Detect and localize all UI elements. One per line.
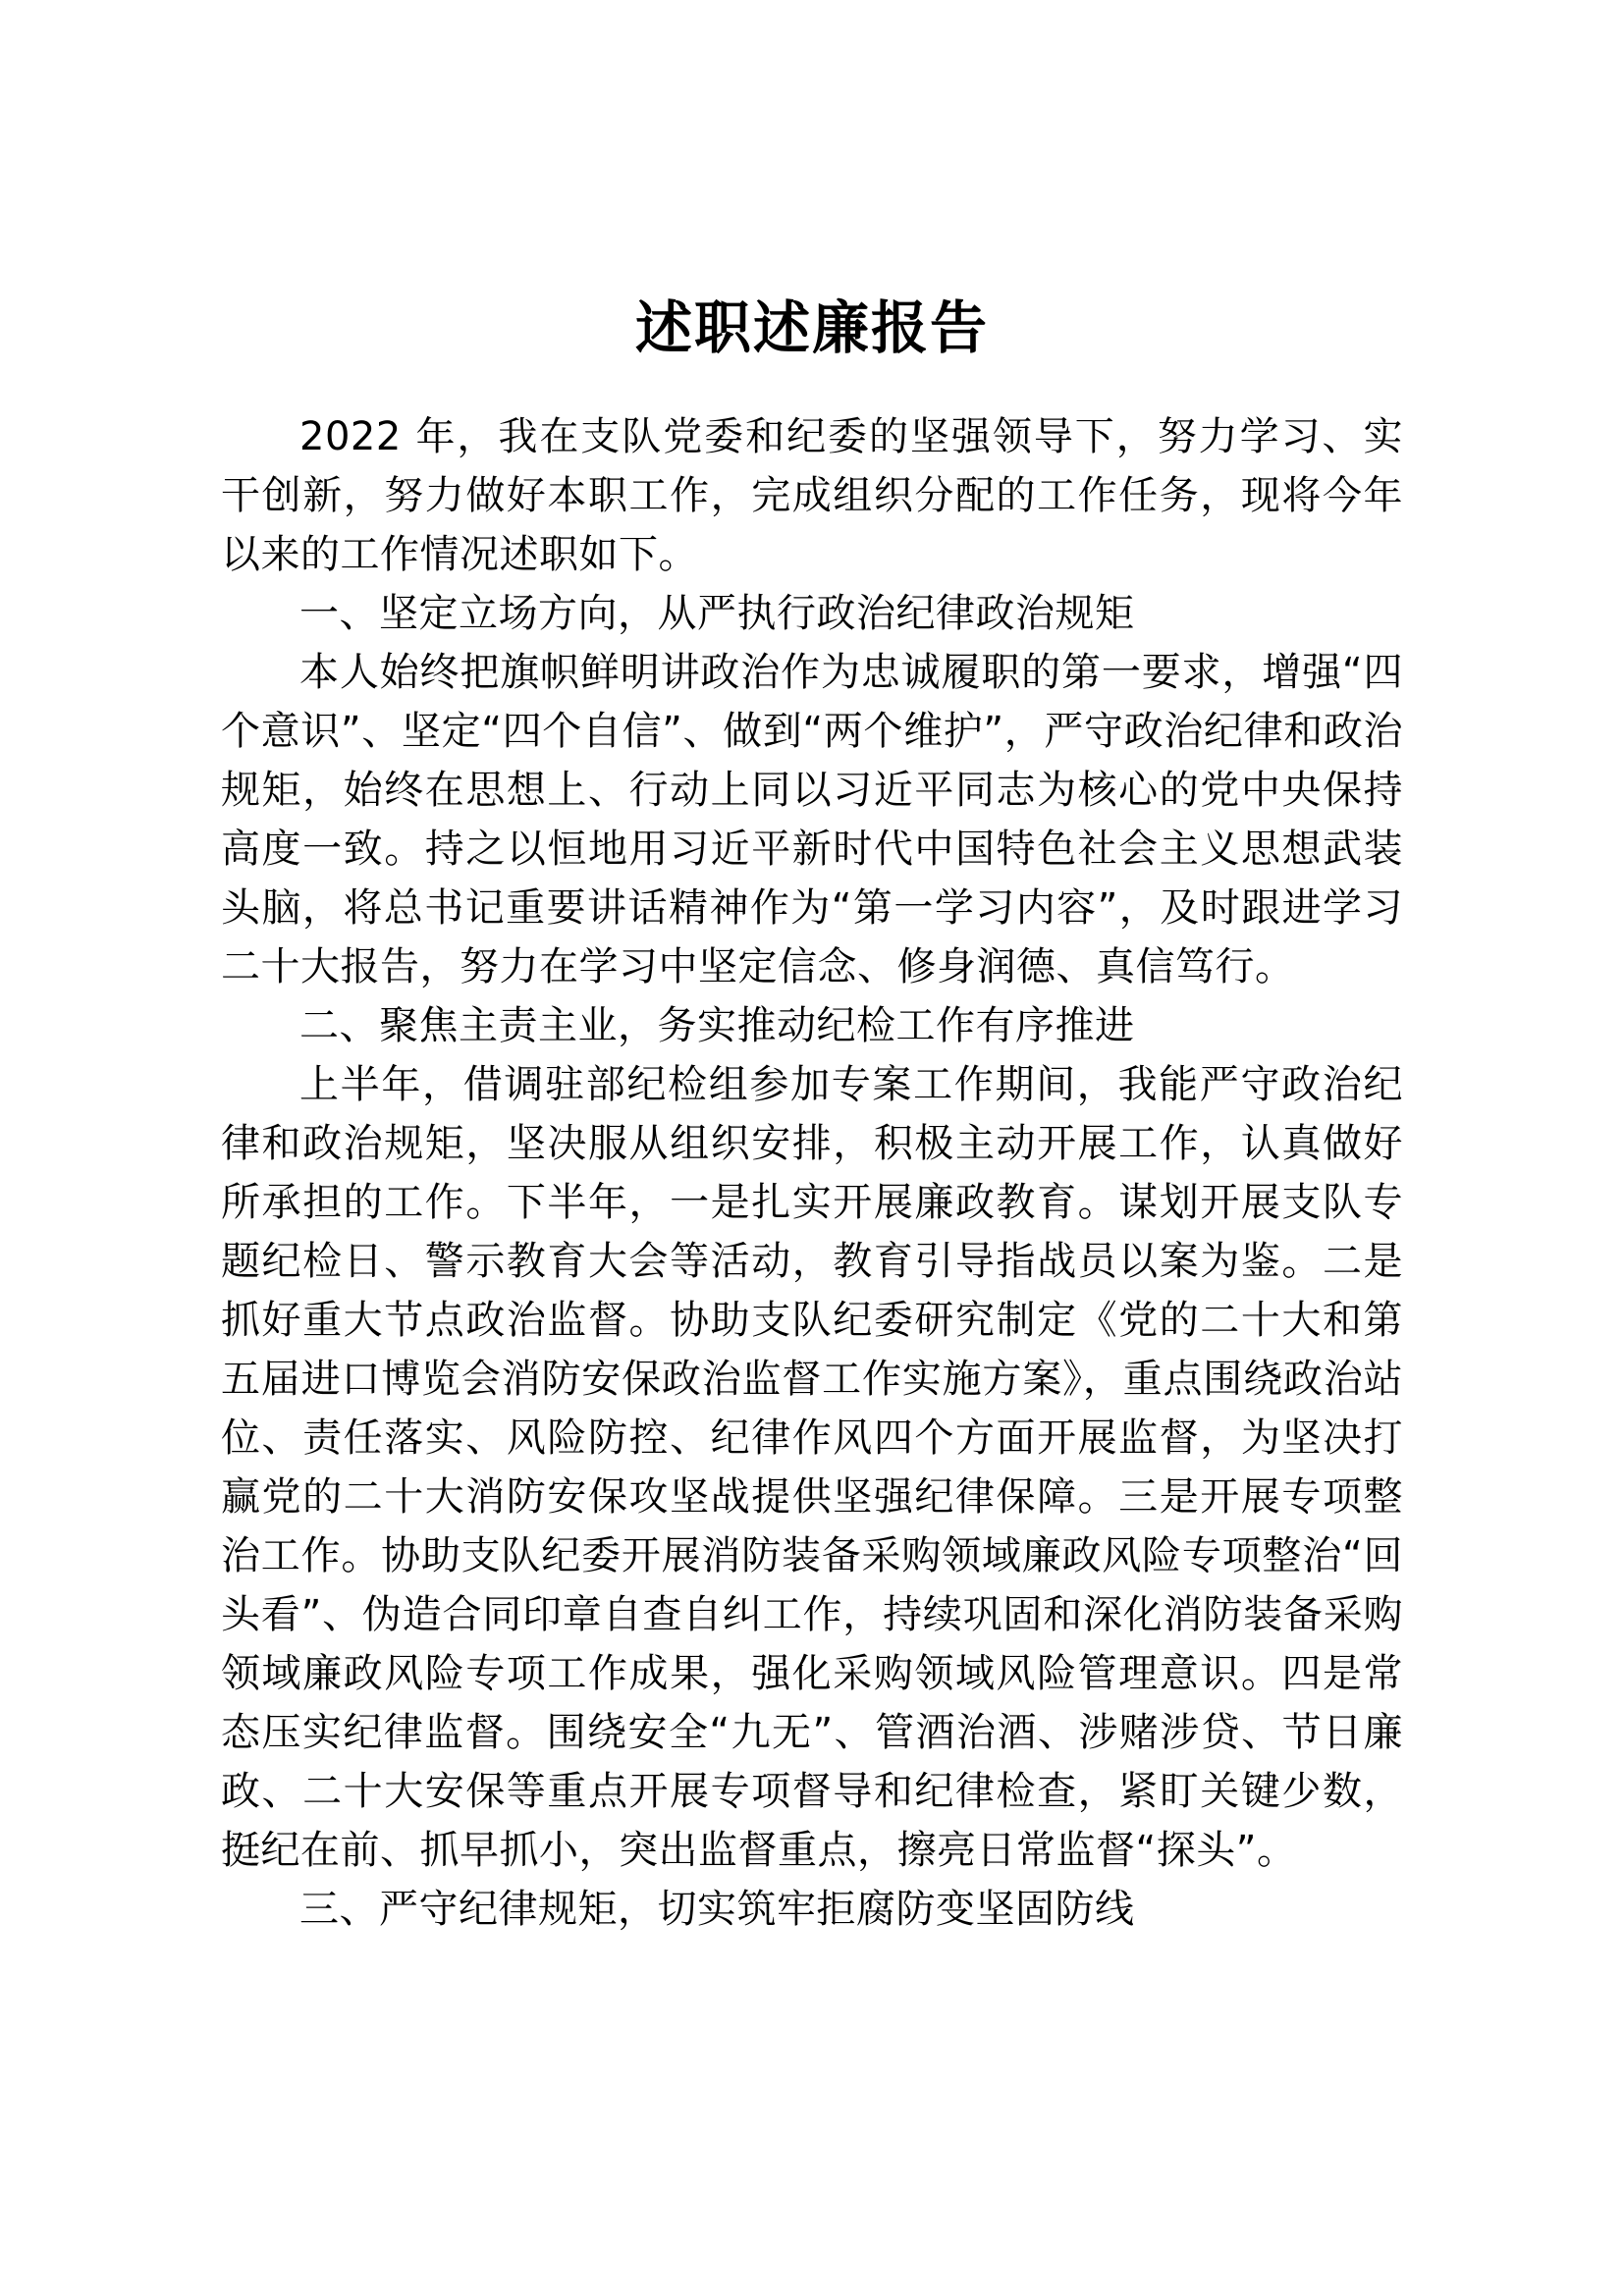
section-heading-1: 一、坚定立场方向，从严执行政治纪律政治规矩 bbox=[299, 591, 1135, 637]
section-heading-2: 二、聚焦主责主业，务实推动纪检工作有序推进 bbox=[299, 1003, 1135, 1049]
document-title: 述职述廉报告 bbox=[634, 294, 989, 361]
paragraph-section-2: 上半年，借调驻部纪检组参加专案工作期间，我能严守政治纪律和政治规矩，坚决服从组织安排，积极主动开展工作，认真做好所承担的工作。下半年，一是扎实开展廉政教育。谋划开展支队专题纪检日、警示教育大会等活动，教育引导指战员以案为鉴。二是抓好重大节点政治监督。协助支队纪委研究制定《党的二十大和第五届进口博览会消防安保政治监督工作实施方案》，重点围绕政治站位、责任落实、风险防控、纪律作风四个方面开展监督，为坚决打赢党的二十大消防安保攻坚战提供坚强纪律保障。三是开展专项整治工作。协助支队纪委开展消防装备采购领域廉政风险专项整治“回头看”、伪造合同印章自查自纠工作，持续巩固和深化消防装备采购领域廉政风险专项工作成果，强化采购领域风险管理意识。四是常态压实纪律监督。围绕安全“九无”、管酒治酒、涉赌涉贷、节日廉政、二十大安保等重点开展专项督导和纪律检查，紧盯关键少数，挺纪在前、抓早抓小，突出监督重点，擦亮日常监督“探头”。 bbox=[221, 1062, 1403, 1874]
section-heading-3: 三、严守纪律规矩，切实筑牢拒腐防变坚固防线 bbox=[299, 1887, 1135, 1933]
paragraph-section-1: 本人始终把旗帜鲜明讲政治作为忠诚履职的第一要求，增强“四个意识”、坚定“四个自信”、做到“两个维护”，严守政治纪律和政治规矩，始终在思想上、行动上同以习近平同志为核心的党中央保持高度一致。持之以恒地用习近平新时代中国特色社会主义思想武装头脑，将总书记重要讲话精神作为“第一学习内容”，及时跟进学习二十大报告，努力在学习中坚定信念、修身润德、真信笃行。 bbox=[221, 650, 1403, 990]
paragraph-intro: 2022 年，我在支队党委和纪委的坚强领导下，努力学习、实干创新，努力做好本职工作，完成组织分配的工作任务，现将今年以来的工作情况述职如下。 bbox=[221, 414, 1403, 578]
